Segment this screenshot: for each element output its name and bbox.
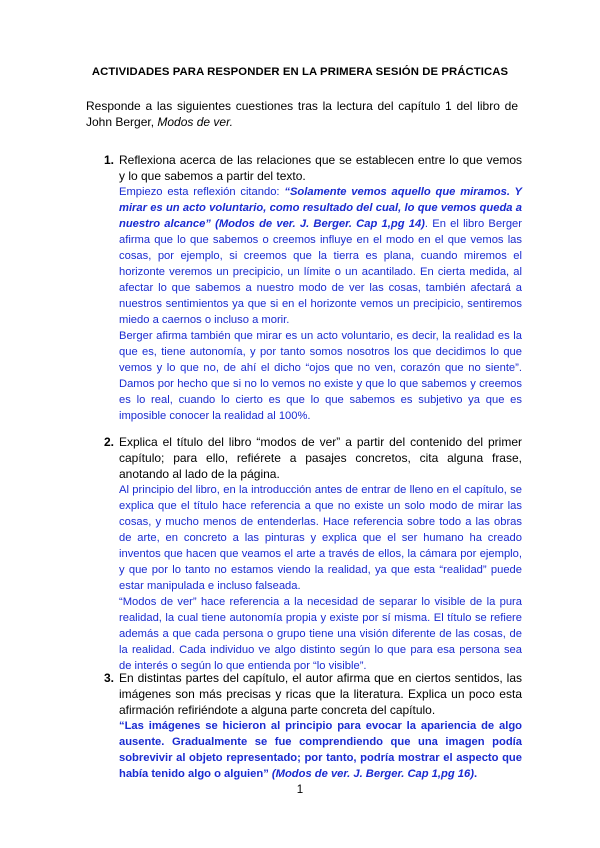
answer-1 <box>119 184 522 424</box>
answer-3 <box>119 718 522 782</box>
question-3 <box>104 670 522 782</box>
intro-text: Responde a las siguientes cuestiones tras la lectura del capítulo 1 del libro de John Berger, <box>86 99 518 129</box>
answer-citation: (Modos de ver. J. Berger. Cap 1,pg 16) <box>268 768 474 780</box>
question-prompt: Reflexiona acerca de las relaciones que se establecen entre lo que vemos y lo que sabemos a partir del texto. <box>119 153 522 183</box>
book-title: Modos de ver. <box>157 115 233 129</box>
question-prompt: En distintas partes del capítulo, el autor afirma que en ciertos sentidos, las imágenes son más precisas y ricas que la literatura. Explica un poco esta afirmación refiriéndote a alguna parte concreta del capítulo. <box>119 671 522 717</box>
question-prompt: Explica el título del libro “modos de ver” a partir del contenido del primer capítulo; para ello, refiérete a pasajes concretos, cita alguna frase, anotando al lado de la página. <box>119 435 522 481</box>
question-2 <box>104 434 522 674</box>
answer-2 <box>119 482 522 674</box>
answer-paragraph <box>119 184 522 328</box>
answer-citation: (Modos de ver. J. Berger. Cap 1,pg 14) <box>210 218 425 230</box>
answer-text: . En el libro Berger afirma que lo que sabemos o creemos influye en el modo en el que vemos las cosas, por ejemplo, si creemos que la tierra es plana, cuando miremos el horizonte veremos un precipicio, un límite o un acantilado. En cierta medida, al afectar lo que sabemos a nuestro modo de ver las cosas, también afectará a nuestros sentimientos ya que si en el horizonte vemos un precipicio, sentiremos miedo a caernos o incluso a morir. <box>119 218 523 326</box>
page-number: 1 <box>296 784 304 796</box>
answer-end: . <box>473 768 478 780</box>
answer-quote: “Solamente vemos aquello que miramos. Y mirar es un acto voluntario, como resultado del cual, lo que vemos queda a nuestro alcance” <box>119 186 523 230</box>
question-number: 1. <box>104 153 115 167</box>
question-number: 3. <box>104 671 115 685</box>
answer-paragraph: Al principio del libro, en la introducción antes de entrar de lleno en el capítulo, se explica que el título hace referencia a que no existe un solo modo de mirar las cosas, y mucho menos de entenderlas. Hace referencia sobre todo a las obras de arte, en concreto a las pinturas y explica que el ser humano ha creado inventos que hacen que veamos el arte a través de ellos, la cámara por ejemplo, y que por lo tanto no estamos viendo la realidad, ya que esta “realidad” puede estar manipulada e incluso falseada. <box>119 484 522 592</box>
question-number: 2. <box>104 435 115 449</box>
answer-quote: “Las imágenes se hicieron al principio para evocar la apariencia de algo ausente. Gradualmente se fue comprendiendo que una imagen podía sobrevivir al objeto representado; por tanto, podría mostrar el aspecto que había tenido algo o alguien” <box>119 720 522 780</box>
page-title: ACTIVIDADES PARA RESPONDER EN LA PRIMERA SESIÓN DE PRÁCTICAS <box>91 66 509 78</box>
question-1 <box>104 152 522 424</box>
answer-paragraph: Berger afirma también que mirar es un acto voluntario, es decir, la realidad es la que es, tiene autonomía, y por tanto somos nosotros los que decidimos lo que vemos y lo que no, de ahí el dicho “ojos que no ven, corazón que no siente”. Damos por hecho que si no lo vemos no existe y que lo que sabemos y creemos es lo real, cuando lo cierto es que lo que sabemos es subjetivo ya que es imposible conocer la realidad al 100%. <box>119 330 522 422</box>
answer-lead: Empiezo esta reflexión citando: <box>119 186 285 198</box>
answer-paragraph: “Modos de ver” hace referencia a la necesidad de separar lo visible de la pura realidad, la cual tiene autonomía propia y existe por sí misma. El título se refiere además a que cada persona o grupo tiene una visión diferente de las cosas, de la realidad. Cada individuo ve algo distinto según lo que para esa persona sea de interés o según lo que entienda por “lo visible”. <box>119 596 522 672</box>
intro-paragraph <box>86 98 518 130</box>
